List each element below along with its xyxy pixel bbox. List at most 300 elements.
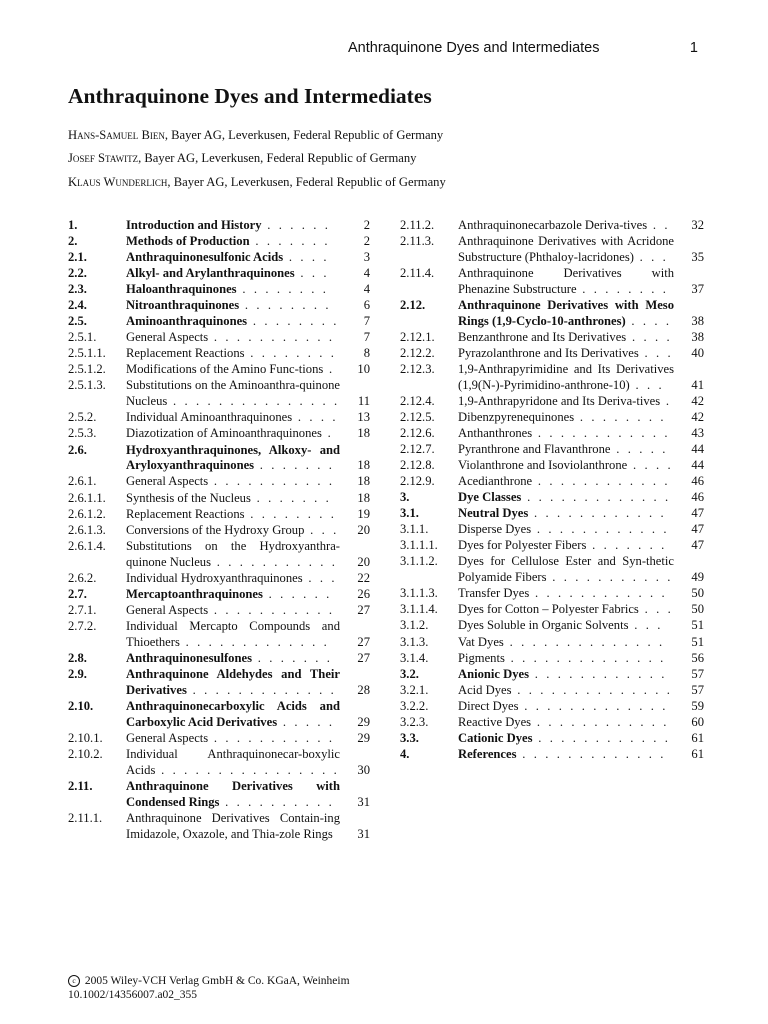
toc-entry-text: [458, 715, 674, 731]
leader-dots: . .: [647, 218, 671, 232]
toc-entry-number: 2.12.4.: [400, 393, 435, 408]
toc-entry-number: 3.1.1.: [400, 522, 429, 537]
toc-entry-number: 3.1.1.2.: [400, 554, 438, 569]
toc-entry-page: 18: [357, 490, 370, 505]
toc-entry: [68, 699, 370, 731]
toc-entry-page: 61: [691, 730, 704, 745]
toc-entry-page: 19: [357, 506, 370, 521]
toc-entry-number: 2.7.2.: [68, 618, 97, 633]
toc-entry-page: 7: [363, 330, 370, 345]
toc-entry-title: Substitutions on the Aminoanthra-quinone Nucleus: [126, 378, 340, 409]
toc-entry-number: 2.10.2.: [68, 746, 103, 761]
toc-entry-title: Individual Mercapto Compounds and Thioethers: [126, 618, 340, 649]
toc-entry-page: 46: [691, 474, 704, 489]
toc-entry-page: 3: [363, 250, 370, 265]
toc-entry-page: 10: [357, 362, 370, 377]
toc-entry-text: [126, 651, 340, 667]
toc-entry: [400, 715, 704, 731]
leader-dots: . . .: [633, 249, 669, 264]
toc-entry-number: 2.9.: [68, 666, 87, 681]
leader-dots: . . . . . . . . . . .: [208, 330, 335, 345]
toc-entry-title: Haloanthraquinones: [126, 282, 237, 297]
toc-entry-text: [458, 506, 674, 522]
toc-entry: [68, 667, 370, 699]
toc-entry-text: [458, 394, 674, 410]
toc-entry-number: 2.8.: [68, 650, 87, 665]
toc-entry-text: [458, 747, 674, 763]
toc-entry-title: Aminoanthraquinones: [126, 314, 248, 329]
author-list: [68, 124, 446, 194]
toc-entry-text: [126, 491, 340, 507]
toc-entry-text: [458, 667, 674, 683]
leader-dots: . . .: [629, 377, 665, 392]
toc-entry-page: 38: [691, 329, 704, 344]
toc-entry-title: Replacement Reactions: [126, 346, 245, 361]
toc-entry-title: Alkyl- and Arylanthraquinones: [126, 266, 295, 281]
toc-entry-page: 32: [691, 218, 704, 232]
toc-entry-text: [458, 554, 674, 586]
toc-entry-number: 2.6.1.2.: [68, 506, 106, 521]
toc-entry-number: 4.: [400, 746, 410, 761]
toc-entry-title: Synthesis of the Nucleus: [126, 490, 251, 505]
toc-entry: [400, 602, 704, 618]
toc-entry-number: 2.11.: [68, 778, 93, 793]
toc-entry-title: Dyes Soluble in Organic Solvents: [458, 618, 629, 633]
toc-entry-page: 49: [691, 570, 704, 585]
toc-entry-number: 2.10.: [68, 698, 94, 713]
leader-dots: . . . .: [627, 458, 674, 473]
toc-entry-text: [126, 731, 340, 747]
leader-dots: . . . . . . . . . . . .: [529, 586, 668, 601]
toc-entry: [400, 667, 704, 683]
leader-dots: . . .: [304, 522, 339, 537]
leader-dots: . . . . . .: [261, 218, 331, 232]
leader-dots: . . . . . . . . . . . .: [532, 730, 671, 745]
toc-entry-title: Individual Aminoanthraquinones: [126, 410, 293, 425]
toc-entry-text: [458, 362, 674, 394]
toc-entry: [400, 346, 704, 362]
toc-entry-title: Mercaptoanthraquinones: [126, 586, 263, 601]
toc-entry-page: 18: [357, 458, 370, 473]
toc-entry-number: 2.12.8.: [400, 458, 435, 473]
toc-entry-title: Benzanthrone and Its Derivatives: [458, 329, 627, 344]
leader-dots: . . . . . . . . . . . . . .: [511, 682, 673, 697]
leader-dots: . . . . . . . . . . . . . . .: [167, 394, 340, 409]
toc-entry-title: Anthraquinone Derivatives with Meso Rings (1,9-Cyclo-10-anthrones): [458, 297, 674, 328]
leader-dots: . . . . . . . . . . .: [211, 554, 338, 569]
toc-entry-number: 2.12.6.: [400, 426, 435, 441]
toc-entry: [68, 474, 370, 490]
toc-entry: [68, 378, 370, 410]
toc-entry-number: 3.1.4.: [400, 650, 429, 665]
toc-entry-page: 26: [357, 586, 370, 601]
toc-entry-title: Hydroxyanthraquinones, Alkoxy- and Aryloxyanthraquinones: [126, 442, 340, 473]
toc-entry-number: 2.12.9.: [400, 474, 435, 489]
toc-entry-text: [458, 474, 674, 490]
toc-entry-page: 30: [357, 762, 370, 777]
toc-entry-number: 2.5.1.: [68, 330, 97, 345]
toc-entry-title: Dyes for Cellulose Ester and Syn-thetic Polyamide Fibers: [458, 554, 674, 585]
toc-entry-number: 2.12.5.: [400, 410, 435, 424]
toc-entry-number: 2.6.1.: [68, 474, 97, 489]
toc-entry: [400, 330, 704, 346]
toc-entry: [400, 394, 704, 410]
leader-dots: . . . . . . . . . . . .: [531, 522, 670, 537]
copyright-line: [68, 974, 350, 988]
toc-entry-text: [458, 298, 674, 330]
leader-dots: . . . . . . . .: [236, 282, 329, 297]
leader-dots: . . . . . . . . . . . . .: [186, 682, 337, 697]
toc-entry: [68, 218, 370, 234]
toc-entry-page: 44: [691, 458, 704, 473]
author-line: [68, 124, 446, 147]
toc-entry-title: Anthraquinone Aldehydes and Their Derivatives: [126, 666, 340, 697]
toc-entry: [68, 811, 370, 843]
toc-entry-text: [126, 314, 340, 330]
toc-entry-number: 2.11.4.: [400, 266, 435, 280]
toc-entry-text: [126, 362, 340, 378]
toc-entry: [400, 298, 704, 330]
leader-dots: . . . . . . . . . . . .: [532, 474, 671, 489]
toc-entry-title: Pyranthrone and Flavanthrone: [458, 442, 611, 457]
toc-entry-number: 3.1.1.1.: [400, 538, 438, 553]
toc-entry-number: 3.: [400, 490, 410, 505]
leader-dots: . . . . . . . . . . . . .: [516, 746, 666, 761]
toc-entry-number: 2.12.1.: [400, 329, 435, 344]
toc-entry-number: 2.5.2.: [68, 410, 97, 425]
toc-entry: [68, 747, 370, 779]
toc-entry-text: [458, 522, 674, 538]
author-affiliation: , Bayer AG, Leverkusen, Federal Republic of Germany: [167, 174, 446, 189]
toc-entry-page: 51: [691, 634, 704, 649]
toc-entry-page: 60: [691, 714, 704, 729]
toc-entry-number: 2.12.7.: [400, 442, 435, 457]
toc-entry-text: [126, 378, 340, 410]
toc-entry-text: [126, 539, 340, 571]
toc-entry-title: 1,9-Anthrapyrimidine and Its Derivatives (1,9(N-)-Pyrimidino-anthrone-10): [458, 362, 674, 392]
toc-entry-page: 57: [691, 666, 704, 681]
author-affiliation: , Bayer AG, Leverkusen, Federal Republic of Germany: [164, 128, 444, 142]
toc-entry-number: 2.6.1.1.: [68, 490, 106, 505]
toc-entry-number: 3.2.1.: [400, 682, 429, 697]
toc-entry-title: References: [458, 746, 517, 761]
toc-entry-text: [458, 538, 674, 554]
toc-entry-title: Acedianthrone: [458, 474, 533, 489]
toc-entry-text: [458, 234, 674, 266]
toc-entry-title: Nitroanthraquinones: [126, 298, 240, 313]
toc-entry-page: 29: [357, 714, 370, 729]
leader-dots: . . . . .: [277, 714, 335, 729]
toc-entry-title: Cationic Dyes: [458, 730, 533, 745]
toc-entry-number: 2.5.3.: [68, 426, 97, 441]
toc-entry-text: [458, 490, 674, 506]
toc-entry-number: 2.4.: [68, 298, 87, 313]
toc-entry-page: 18: [357, 474, 370, 489]
toc-entry-text: [126, 330, 340, 346]
toc-entry-number: 3.1.1.3.: [400, 586, 438, 601]
toc-entry-title: Dyes for Cotton – Polyester Fabrics: [458, 602, 639, 617]
toc-entry-page: 47: [691, 538, 704, 553]
toc-entry-page: 4: [363, 282, 370, 297]
toc-entry-text: [126, 571, 340, 587]
toc-entry-title: Diazotization of Aminoanthraquinones: [126, 426, 322, 441]
toc-entry-page: 27: [357, 602, 370, 617]
toc-entry-text: [458, 651, 674, 667]
toc-entry: [400, 586, 704, 602]
toc-entry-text: [458, 618, 674, 634]
toc-entry-title: 1,9-Anthrapyridone and Its Deriva-tives: [458, 393, 661, 408]
toc-entry-text: [126, 250, 340, 266]
toc-entry-text: [458, 586, 674, 602]
leader-dots: . . . . . . . .: [574, 410, 667, 424]
toc-entry-page: 6: [363, 298, 370, 313]
leader-dots: . . . .: [283, 250, 330, 265]
toc-entry-number: 2.12.3.: [400, 362, 435, 376]
toc-entry: [400, 506, 704, 522]
toc-entry-title: Vat Dyes: [458, 634, 504, 649]
toc-entry-page: 56: [691, 650, 704, 665]
toc-entry: [68, 539, 370, 571]
toc-entry-text: [458, 635, 674, 651]
toc-entry-page: 37: [691, 281, 704, 296]
toc-entry-number: 2.12.: [400, 297, 426, 312]
toc-entry-title: Pyrazolanthrone and Its Derivatives: [458, 345, 639, 360]
toc-entry: [400, 442, 704, 458]
toc-entry: [68, 362, 370, 378]
toc-entry-text: [458, 330, 674, 346]
toc-entry: [68, 266, 370, 282]
toc-entry-text: [458, 683, 674, 699]
toc-entry-text: [458, 602, 674, 618]
leader-dots: . . . . . . .: [251, 650, 333, 665]
toc-entry-title: Conversions of the Hydroxy Group: [126, 522, 305, 537]
toc-entry-title: Individual Hydroxyanthraquinones: [126, 570, 303, 585]
toc-entry-number: 2.5.: [68, 314, 87, 329]
toc-entry-page: 31: [357, 826, 370, 841]
toc-entry-number: 3.1.: [400, 506, 419, 521]
toc-entry-title: Anthraquinonecarboxylic Acids and Carboxylic Acid Derivatives: [126, 698, 340, 729]
toc-entry-title: General Aspects: [126, 730, 209, 745]
toc-entry-page: 61: [691, 746, 704, 761]
toc-entry: [400, 490, 704, 506]
toc-entry-number: 2.1.: [68, 250, 87, 265]
copyright-icon: c: [68, 975, 80, 987]
toc-entry-title: Replacement Reactions: [126, 506, 245, 521]
article-title: Anthraquinone Dyes and Intermediates: [68, 84, 432, 108]
toc-entry-title: Neutral Dyes: [458, 506, 529, 521]
leader-dots: . . . . . . . . . . .: [208, 730, 335, 745]
toc-entry: [400, 731, 704, 747]
toc-entry-text: [458, 442, 674, 458]
toc-left-column: [68, 218, 370, 843]
author-name: Josef Stawitz: [68, 151, 139, 166]
toc-entry-text: [458, 410, 674, 426]
toc-entry-number: 2.6.2.: [68, 570, 97, 585]
toc-entry: [400, 635, 704, 651]
leader-dots: . . . . . . . . . . . . .: [518, 698, 668, 713]
toc-entry-page: 51: [691, 618, 704, 633]
toc-entry-text: [126, 218, 340, 234]
toc-entry-page: 8: [363, 346, 370, 361]
leader-dots: . . . . . . .: [249, 234, 331, 249]
toc-entry: [400, 554, 704, 586]
author-name: Klaus Wunderlich: [68, 174, 168, 189]
toc-entry-page: 44: [691, 442, 704, 457]
toc-entry-title: Transfer Dyes: [458, 586, 530, 601]
doi: 10.1002/14356007.a02_355: [68, 989, 198, 1001]
toc-entry-number: 3.1.3.: [400, 634, 429, 649]
toc-entry-number: 2.10.1.: [68, 730, 103, 745]
toc-entry-text: [126, 523, 340, 539]
toc-entry-text: [458, 699, 674, 715]
toc-entry-number: 2.7.: [68, 586, 87, 601]
page-number: 1: [689, 40, 698, 56]
author-line: [68, 171, 446, 194]
toc-entry-page: 47: [691, 506, 704, 521]
toc-entry: [400, 474, 704, 490]
author-line: [68, 147, 446, 170]
leader-dots: . . .: [638, 602, 674, 617]
toc-entry-page: 43: [691, 426, 704, 441]
toc-entry-title: Anthraquinonesulfones: [126, 650, 252, 665]
leader-dots: . . .: [302, 570, 338, 585]
leader-dots: .: [321, 426, 334, 441]
leader-dots: . . . . . . . . . .: [219, 794, 335, 809]
toc-entry-number: 3.2.3.: [400, 714, 429, 729]
toc-entry-title: Methods of Production: [126, 234, 250, 249]
toc-entry-text: [126, 603, 340, 619]
toc-entry-title: Anthraquinone Derivatives Contain-ing Imidazole, Oxazole, and Thia-zole Rings: [126, 810, 340, 841]
toc-entry-page: 42: [691, 410, 704, 424]
toc-entry-number: 3.3.: [400, 730, 419, 745]
toc-entry-number: 2.6.: [68, 442, 87, 457]
toc-entry: [400, 234, 704, 266]
toc-entry-page: 13: [357, 410, 370, 425]
toc-entry-number: 2.: [68, 234, 78, 249]
toc-entry: [68, 346, 370, 362]
toc-entry-page: 2: [363, 218, 370, 232]
toc-entry-text: [126, 443, 340, 475]
toc-entry-number: 3.1.2.: [400, 618, 429, 633]
toc-entry-page: 28: [357, 682, 370, 697]
toc-entry: [400, 699, 704, 715]
leader-dots: . . . . . . . . . . . . . .: [503, 634, 665, 649]
toc-entry: [68, 619, 370, 651]
toc-entry-title: Anthraquinonecarbazole Deriva-tives: [458, 218, 648, 232]
toc-entry-number: 1.: [68, 218, 78, 232]
leader-dots: . . . .: [292, 410, 339, 425]
toc-entry-number: 2.7.1.: [68, 602, 97, 617]
toc-entry-page: 46: [691, 490, 704, 505]
toc-entry-number: 2.3.: [68, 282, 87, 297]
toc-entry-title: Anionic Dyes: [458, 666, 530, 681]
toc-entry-title: Dye Classes: [458, 490, 522, 505]
toc-entry: [68, 731, 370, 747]
toc-right-column: [400, 218, 704, 763]
leader-dots: . . . . . . . . . . .: [546, 570, 673, 585]
toc-entry: [68, 587, 370, 603]
toc-entry: [68, 443, 370, 475]
toc-entry-title: General Aspects: [126, 330, 209, 345]
toc-entry-number: 3.2.: [400, 666, 419, 681]
author-name: Hans-Samuel Bien: [68, 128, 165, 142]
toc-entry-page: 57: [691, 682, 704, 697]
toc-entry-title: Individual Anthraquinonecar-boxylic Acids: [126, 746, 340, 777]
toc-entry-page: 29: [357, 730, 370, 745]
toc-entry-page: 35: [691, 249, 704, 264]
toc-entry: [68, 603, 370, 619]
leader-dots: . . . . . . . .: [247, 314, 340, 329]
toc-entry-text: [126, 426, 340, 442]
toc-entry-page: 11: [357, 394, 370, 409]
toc-entry: [68, 234, 370, 250]
toc-entry-page: 18: [357, 426, 370, 441]
toc-entry-number: 2.6.1.4.: [68, 538, 106, 553]
toc-entry-page: 50: [691, 602, 704, 617]
toc-entry-text: [126, 507, 340, 523]
toc-entry-page: 20: [357, 554, 370, 569]
leader-dots: . . . . . . . . . . . . .: [179, 634, 330, 649]
toc-entry: [68, 314, 370, 330]
toc-entry-text: [126, 811, 340, 843]
copyright-text: 2005 Wiley-VCH Verlag GmbH & Co. KGaA, Weinheim: [84, 975, 350, 987]
leader-dots: . . . . . . . . . . . . . . . .: [155, 762, 340, 777]
toc-entry-page: 40: [691, 345, 704, 360]
toc-entry-title: Disperse Dyes: [458, 522, 532, 537]
toc-entry-text: [126, 747, 340, 779]
leader-dots: . . . . . . . . . . .: [208, 474, 335, 489]
leader-dots: . . .: [628, 618, 663, 633]
leader-dots: . . .: [294, 266, 330, 281]
leader-dots: . . . . . . . . . . . .: [531, 714, 670, 729]
leader-dots: . . . . . . . . . . . .: [528, 506, 667, 521]
toc-entry: [400, 683, 704, 699]
toc-entry-page: 47: [691, 522, 704, 537]
toc-entry: [68, 779, 370, 811]
toc-entry-title: Reactive Dyes: [458, 714, 532, 729]
toc-entry-text: [458, 458, 674, 474]
toc-entry-page: 2: [363, 234, 370, 249]
leader-dots: . . . . . . . .: [576, 281, 669, 296]
toc-entry-page: 7: [363, 314, 370, 329]
toc-entry: [400, 618, 704, 634]
toc-entry-title: Violanthrone and Isoviolanthrone: [458, 458, 628, 473]
toc-entry-page: 27: [357, 650, 370, 665]
toc-entry-number: 2.5.1.3.: [68, 378, 106, 393]
toc-entry-page: 50: [691, 586, 704, 601]
toc-entry-text: [126, 266, 340, 282]
leader-dots: . . . . . . . .: [239, 298, 332, 313]
toc-entry: [68, 491, 370, 507]
toc-entry: [400, 538, 704, 554]
leader-dots: .: [323, 362, 335, 377]
toc-entry-title: Anthraquinone Derivatives with Acridone Substructure (Phthaloy-lacridones): [458, 234, 674, 264]
toc-entry-title: Direct Dyes: [458, 698, 519, 713]
leader-dots: . . . . . . . . . . .: [208, 602, 335, 617]
toc-entry-text: [126, 234, 340, 250]
toc-entry-text: [126, 619, 340, 651]
toc-entry: [68, 330, 370, 346]
leader-dots: . . .: [638, 345, 674, 360]
footer: [68, 974, 350, 1002]
toc-entry-title: Introduction and History: [126, 218, 262, 232]
leader-dots: . . . . . . . . . . . .: [529, 666, 667, 681]
toc-entry: [400, 522, 704, 538]
toc-entry-text: [126, 587, 340, 603]
toc-entry-title: General Aspects: [126, 474, 209, 489]
toc-entry-text: [458, 731, 674, 747]
toc-entry: [400, 458, 704, 474]
